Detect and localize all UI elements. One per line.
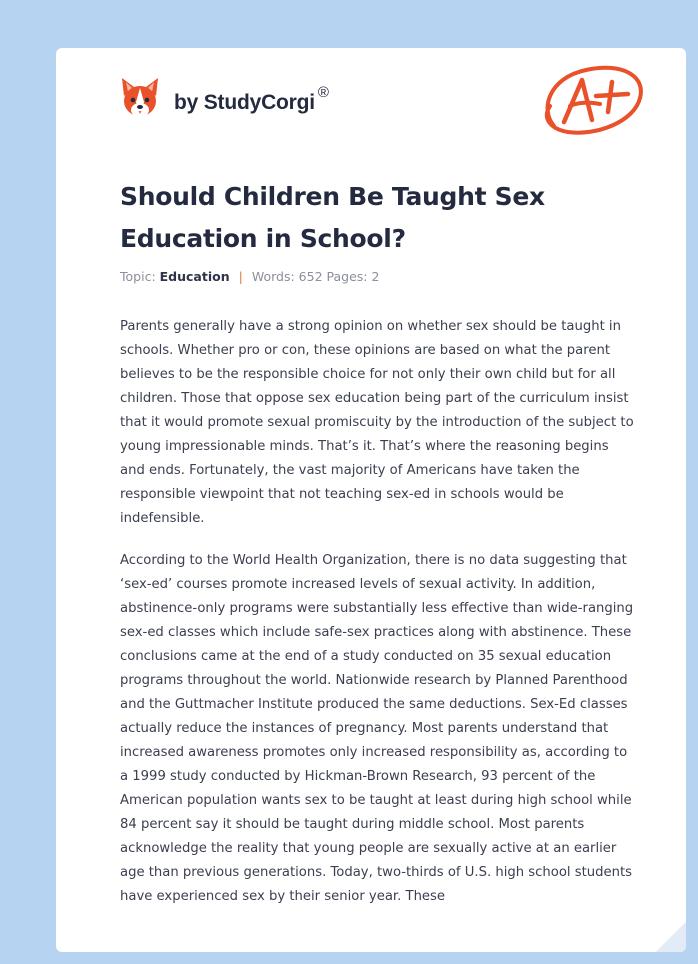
article-title: Should Children Be Taught Sex Education in School? — [120, 182, 545, 253]
paragraph: According to the World Health Organization, there is no data suggesting that ‘sex-ed’ courses promote increased levels of sexual activity. In addition, abstinence-only programs were substantially less effective than wide-ranging sex-ed classes which include safe-sex practices along with abstinence. These conclusions came at the end of a study conducted on 35 sexual education programs throughout the world. Nationwide research by Planned Parenthood and the Guttmacher Institute produced the same deductions. Sex-Ed classes actually reduce the instances of pregnancy. Most parents understand that increased awareness promotes only increased responsibility as, according to a 1999 study conducted by Hickman-Brown Research, 93 percent of the American population wants sex to be taught at least during high school while 84 percent say it should be taught during middle school. Most parents acknowledge the reality that young people are sexually active at an earlier age than previous generations. Today, two-thirds of U.S. high school students have experienced sex by their senior year. These — [120, 553, 634, 904]
article-body — [120, 315, 636, 927]
studycorgi-logo[interactable] — [120, 76, 329, 120]
header — [120, 76, 650, 146]
paragraph: Parents generally have a strong opinion on whether sex should be taught in schools. Whether pro or con, these opinions are based on what the parent believes to be the responsible choice for not only their own child but for all children. Those that oppose sex education being part of the curriculum insist that it would promote sexual promiscuity by the introduction of the subject to young impressionable minds. That’s it. That’s where the reasoning begins and ends. Fortunately, the vast majority of Americans have taken the responsible viewpoint that not teaching sex-ed in schools would be indefensible. — [120, 319, 634, 526]
topic-label: Topic: — [120, 269, 156, 284]
a-plus-icon — [534, 60, 650, 144]
article-meta — [120, 269, 379, 284]
page-corner-fold — [656, 922, 686, 952]
corgi-logo-icon — [120, 76, 160, 120]
meta-separator: | — [238, 269, 243, 284]
word-count: Words: 652 — [251, 269, 323, 284]
brand-name: by StudyCorgi ® — [174, 83, 329, 114]
page-count: Pages: 2 — [326, 269, 380, 284]
document-page — [56, 48, 686, 952]
topic-link[interactable]: Education — [159, 269, 230, 284]
